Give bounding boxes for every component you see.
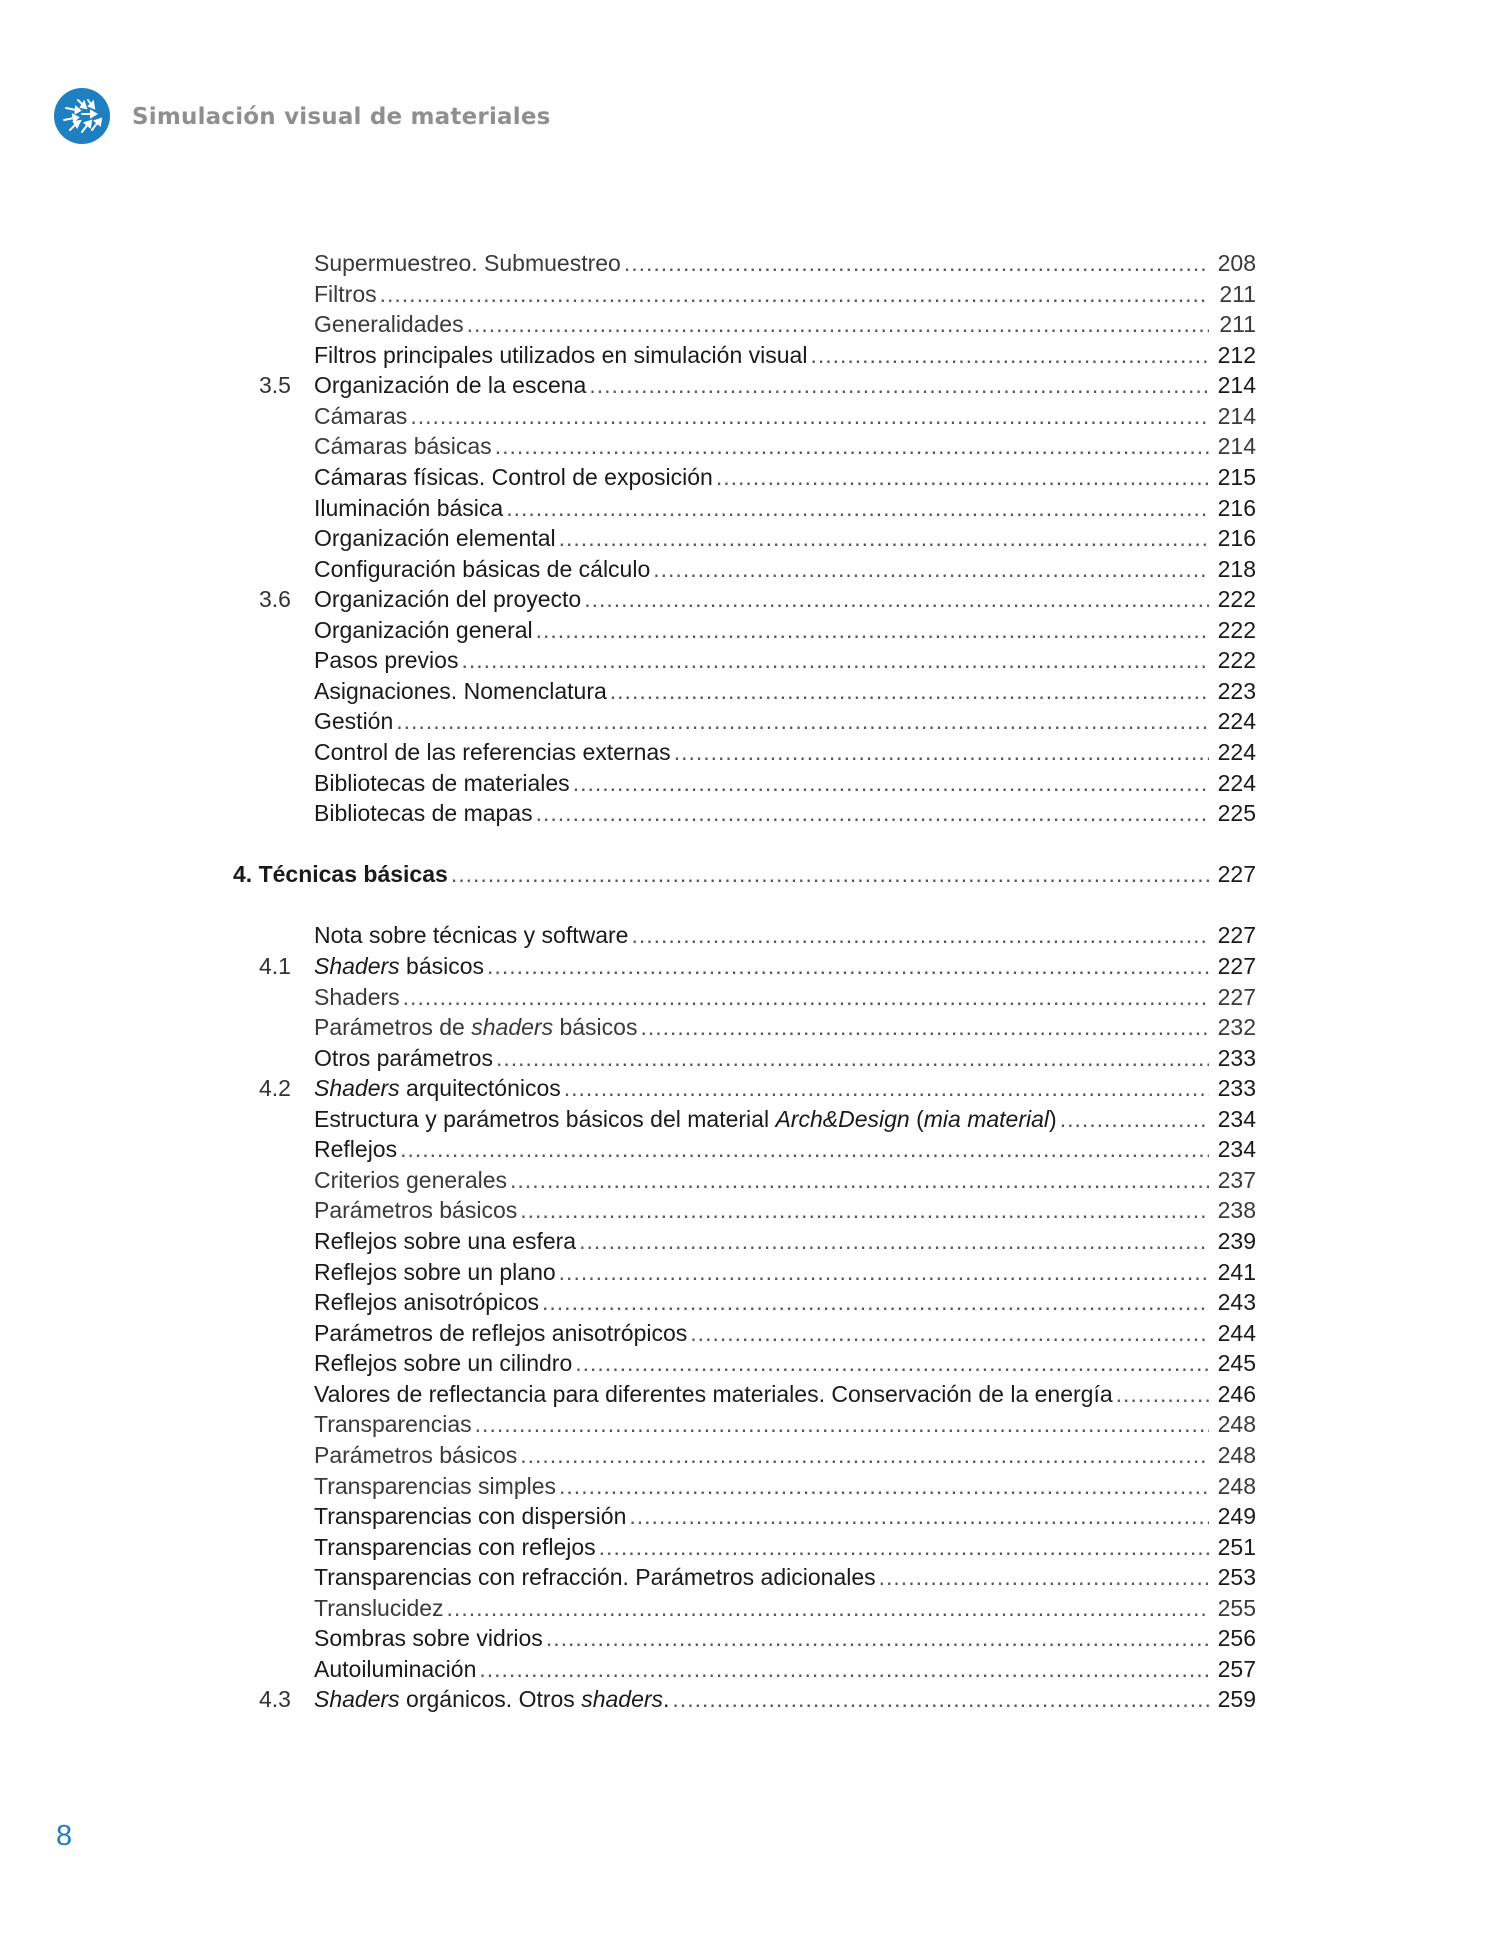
table-of-contents [233,248,1256,1715]
toc-dot-leader [1116,1379,1209,1410]
toc-entry-title: Filtros principales utilizados en simulación visual [314,341,808,368]
toc-entry-title: Sombras sobre vidrios [314,1625,543,1652]
toc-entry[interactable] [233,401,1256,432]
toc-dot-leader [653,554,1209,585]
toc-entry-title: Organización del proyecto [314,586,582,613]
toc-dot-leader [506,493,1209,524]
toc-page-number: 224 [1217,739,1256,765]
toc-entry-title: Otros parámetros [314,1044,493,1071]
toc-page-number: 218 [1217,555,1256,582]
toc-title-part: Shaders [314,1075,400,1102]
toc-title-part: orgánicos. Otros [399,1686,582,1713]
toc-dot-leader [496,1043,1209,1074]
toc-dot-leader [542,1287,1209,1318]
toc-entry-title: Cámaras básicas [314,433,492,460]
toc-page-number: 253 [1217,1564,1256,1591]
toc-section-number: 4.3 [259,1686,291,1713]
arrows-circle-logo-icon [54,88,110,144]
toc-dot-leader [879,1562,1209,1593]
toc-dot-leader [559,523,1209,554]
toc-page-number: 214 [1217,433,1256,460]
toc-chapter-entry[interactable] [233,859,1256,890]
toc-entry-title: Reflejos sobre una esfera [314,1228,577,1254]
toc-entry-title: Organización elemental [314,525,556,552]
toc-page-number: 256 [1217,1625,1256,1652]
toc-entry-title: Bibliotecas de materiales [314,769,570,796]
toc-dot-leader [410,401,1209,432]
toc-entry[interactable] [233,1318,1256,1349]
toc-entry-title: Configuración básicas de cálculo [314,555,651,582]
toc-entry-title: Generalidades [314,311,464,338]
toc-dot-leader [584,584,1209,615]
toc-entry[interactable] [233,248,1256,279]
toc-entry[interactable] [233,1562,1256,1593]
toc-page-number: 223 [1217,677,1256,704]
toc-page-number: 216 [1217,525,1256,552]
toc-entry[interactable] [233,523,1256,554]
toc-entry[interactable] [233,1226,1256,1257]
toc-entry-title: Cámaras [314,402,408,429]
toc-entry[interactable] [233,1104,1256,1135]
toc-entry[interactable] [233,1379,1256,1410]
toc-page-number: 239 [1217,1228,1256,1254]
toc-entry[interactable] [233,1348,1256,1379]
toc-title-part: básicos [399,952,485,979]
toc-entry[interactable] [233,1593,1256,1624]
toc-entry-title: Parámetros de reflejos anisotrópicos [314,1319,688,1346]
book-title: Simulación visual de materiales [132,104,551,130]
toc-entry-title: Organización general [314,616,533,643]
toc-entry-title: Transparencias con dispersión [314,1503,627,1530]
toc-dot-leader [479,1654,1209,1685]
toc-entry-title: Reflejos [314,1136,398,1163]
toc-page-number: 225 [1217,800,1256,827]
toc-entry-title: Filtros [314,280,377,307]
toc-page-number: 214 [1217,402,1256,429]
toc-entry[interactable] [233,279,1256,310]
toc-entry[interactable] [233,1440,1256,1471]
toc-entry[interactable] [233,1165,1256,1196]
toc-spacer [233,890,1256,921]
toc-entry-title: Cámaras físicas. Control de exposición [314,463,713,490]
toc-page-number: 248 [1217,1441,1256,1468]
toc-spacer [233,829,1256,860]
toc-entry[interactable] [233,737,1256,768]
toc-page-number: 244 [1217,1319,1256,1346]
toc-entry[interactable] [233,951,1256,982]
toc-page-number: 241 [1217,1258,1256,1285]
toc-entry-title: Bibliotecas de mapas [314,800,533,827]
toc-dot-leader [495,431,1209,462]
toc-entry[interactable] [233,1195,1256,1226]
toc-page-number: 257 [1217,1655,1256,1682]
toc-page-number: 245 [1217,1350,1256,1377]
toc-dot-leader [1060,1104,1209,1135]
toc-page-number: 234 [1217,1136,1256,1163]
toc-dot-leader [640,1012,1209,1043]
toc-entry-title: Reflejos sobre un plano [314,1258,556,1285]
toc-title-part: shaders [471,1014,554,1041]
toc-entry-title: Reflejos anisotrópicos [314,1289,540,1316]
toc-entry-title: Valores de reflectancia para diferentes materiales. Conservación de la energía [314,1380,1113,1407]
toc-page-number: 224 [1217,708,1256,735]
toc-page-number: 255 [1217,1594,1256,1621]
toc-dot-leader [672,1684,1209,1715]
toc-section-number: 3.5 [259,372,291,399]
toc-entry[interactable] [233,462,1256,493]
toc-entry[interactable] [233,1409,1256,1440]
toc-title-part: shaders [581,1686,664,1713]
toc-entry[interactable] [233,340,1256,371]
toc-entry-title: 4. Técnicas básicas [233,861,448,888]
toc-entry-title: Transparencias con reflejos [314,1533,596,1560]
toc-entry-title: Translucidez [314,1594,444,1621]
toc-dot-leader [520,1195,1209,1226]
toc-page-number: 211 [1219,280,1256,307]
toc-page-number: 227 [1217,952,1256,979]
toc-dot-leader [575,1348,1209,1379]
toc-entry[interactable] [233,982,1256,1013]
toc-dot-leader [573,768,1209,799]
toc-dot-leader [599,1532,1209,1563]
toc-page-number: 246 [1217,1380,1256,1407]
toc-entry[interactable] [233,1012,1256,1043]
toc-entry-title [314,951,484,982]
toc-page-number: 208 [1217,250,1256,276]
toc-page-number: 238 [1217,1197,1256,1224]
toc-page-number: 222 [1217,647,1256,674]
toc-entry[interactable] [233,706,1256,737]
toc-title-part: Arch&Design [775,1105,910,1132]
toc-entry-title: Criterios generales [314,1166,508,1193]
toc-page-number: 222 [1217,616,1256,643]
toc-page-number: 251 [1217,1533,1256,1560]
toc-page-number: 233 [1217,1075,1256,1102]
toc-entry[interactable] [233,920,1256,951]
toc-entry[interactable] [233,1287,1256,1318]
toc-dot-leader [380,279,1209,310]
toc-entry[interactable] [233,798,1256,829]
toc-dot-leader [579,1226,1209,1257]
toc-dot-leader [467,309,1209,340]
toc-dot-leader [610,676,1209,707]
toc-entry[interactable] [233,1257,1256,1288]
toc-page-number: 248 [1217,1411,1256,1438]
toc-page-number: 249 [1217,1503,1256,1530]
toc-entry-title: Gestión [314,708,394,735]
toc-page-number: 227 [1217,983,1256,1010]
toc-entry[interactable] [233,1623,1256,1654]
toc-title-part: básicos [553,1014,638,1041]
toc-title-part: . [663,1686,670,1713]
toc-dot-leader [510,1165,1209,1196]
toc-entry-title: Transparencias [314,1411,472,1438]
toc-entry[interactable] [233,1134,1256,1165]
toc-page-number: 211 [1219,311,1256,338]
toc-section-number: 4.1 [259,952,291,979]
toc-entry-title: Reflejos sobre un cilindro [314,1350,573,1377]
toc-dot-leader [487,951,1209,982]
page-number: 8 [56,1820,73,1852]
toc-dot-leader [447,1593,1209,1624]
toc-entry-title: Autoiluminación [314,1655,477,1682]
toc-page-number: 216 [1217,494,1256,521]
toc-dot-leader [475,1409,1209,1440]
toc-title-part: Shaders [314,952,400,979]
toc-dot-leader [629,1501,1209,1532]
toc-entry[interactable] [233,584,1256,615]
toc-title-part: ) [1049,1105,1057,1132]
toc-dot-leader [451,859,1209,890]
toc-page-number: 259 [1217,1686,1256,1713]
toc-entry[interactable] [233,1501,1256,1532]
toc-entry-title: Transparencias con refracción. Parámetros adicionales [314,1564,876,1591]
toc-page-number: 237 [1217,1166,1256,1193]
toc-entry[interactable] [233,431,1256,462]
running-header [54,88,551,144]
toc-dot-leader [674,737,1209,768]
toc-entry-title: Iluminación básica [314,494,504,521]
toc-page-number: 233 [1217,1044,1256,1071]
toc-entry-title [314,1684,669,1715]
toc-entry[interactable] [233,615,1256,646]
toc-page-number: 212 [1217,341,1256,368]
toc-entry[interactable] [233,645,1256,676]
toc-dot-leader [546,1623,1209,1654]
toc-title-part: ( [909,1105,924,1132]
toc-entry-title: Nota sobre técnicas y software [314,922,629,949]
toc-title-part: Parámetros de [314,1014,472,1041]
toc-entry-title: Transparencias simples [314,1472,557,1499]
toc-entry-title [314,1012,637,1043]
toc-entry[interactable] [233,1532,1256,1563]
toc-dot-leader [559,1257,1209,1288]
toc-title-part: mia material [923,1105,1050,1132]
toc-dot-leader [403,982,1209,1013]
toc-entry[interactable] [233,1471,1256,1502]
toc-entry-title [314,1073,561,1104]
toc-entry[interactable] [233,370,1256,401]
toc-dot-leader [536,798,1209,829]
toc-page-number: 214 [1217,372,1256,399]
toc-title-part: Shaders [314,1686,400,1713]
toc-entry-title: Asignaciones. Nomenclatura [314,677,607,704]
toc-dot-leader [589,370,1209,401]
toc-section-number: 4.2 [259,1075,291,1102]
toc-page-number: 227 [1217,922,1256,949]
toc-entry-title: Shaders [314,983,400,1010]
toc-entry-title: Organización de la escena [314,372,587,399]
toc-dot-leader [624,248,1209,279]
toc-dot-leader [520,1440,1209,1471]
toc-entry[interactable] [233,554,1256,585]
toc-section-number: 3.6 [259,586,291,613]
toc-entry-title: Control de las referencias externas [314,739,671,765]
toc-dot-leader [631,920,1209,951]
toc-entry[interactable] [233,309,1256,340]
toc-dot-leader [690,1318,1209,1349]
toc-dot-leader [396,706,1209,737]
toc-dot-leader [810,340,1209,371]
toc-entry-title: Parámetros básicos [314,1197,518,1224]
toc-dot-leader [461,645,1209,676]
toc-page-number: 234 [1217,1105,1256,1132]
toc-page-number: 243 [1217,1289,1256,1316]
toc-dot-leader [559,1471,1209,1502]
toc-page-number: 215 [1217,463,1256,490]
toc-entry[interactable] [233,1073,1256,1104]
toc-dot-leader [564,1073,1209,1104]
toc-dot-leader [536,615,1209,646]
toc-page-number: 232 [1217,1014,1256,1041]
toc-entry-title [314,1104,1057,1135]
toc-entry[interactable] [233,493,1256,524]
toc-entry-title: Supermuestreo. Submuestreo [314,250,621,276]
toc-entry[interactable] [233,676,1256,707]
toc-entry-title: Pasos previos [314,647,459,674]
toc-entry[interactable] [233,768,1256,799]
toc-dot-leader [716,462,1209,493]
toc-dot-leader [400,1134,1209,1165]
toc-page-number: 224 [1217,769,1256,796]
toc-entry[interactable] [233,1043,1256,1074]
toc-entry-title: Parámetros básicos [314,1441,518,1468]
toc-title-part: arquitectónicos [399,1075,561,1102]
toc-page-number: 222 [1217,586,1256,613]
toc-entry[interactable] [233,1684,1256,1715]
toc-entry[interactable] [233,1654,1256,1685]
toc-page-number: 227 [1217,861,1256,888]
toc-title-part: Estructura y parámetros básicos del material [314,1105,776,1132]
toc-page-number: 248 [1217,1472,1256,1499]
